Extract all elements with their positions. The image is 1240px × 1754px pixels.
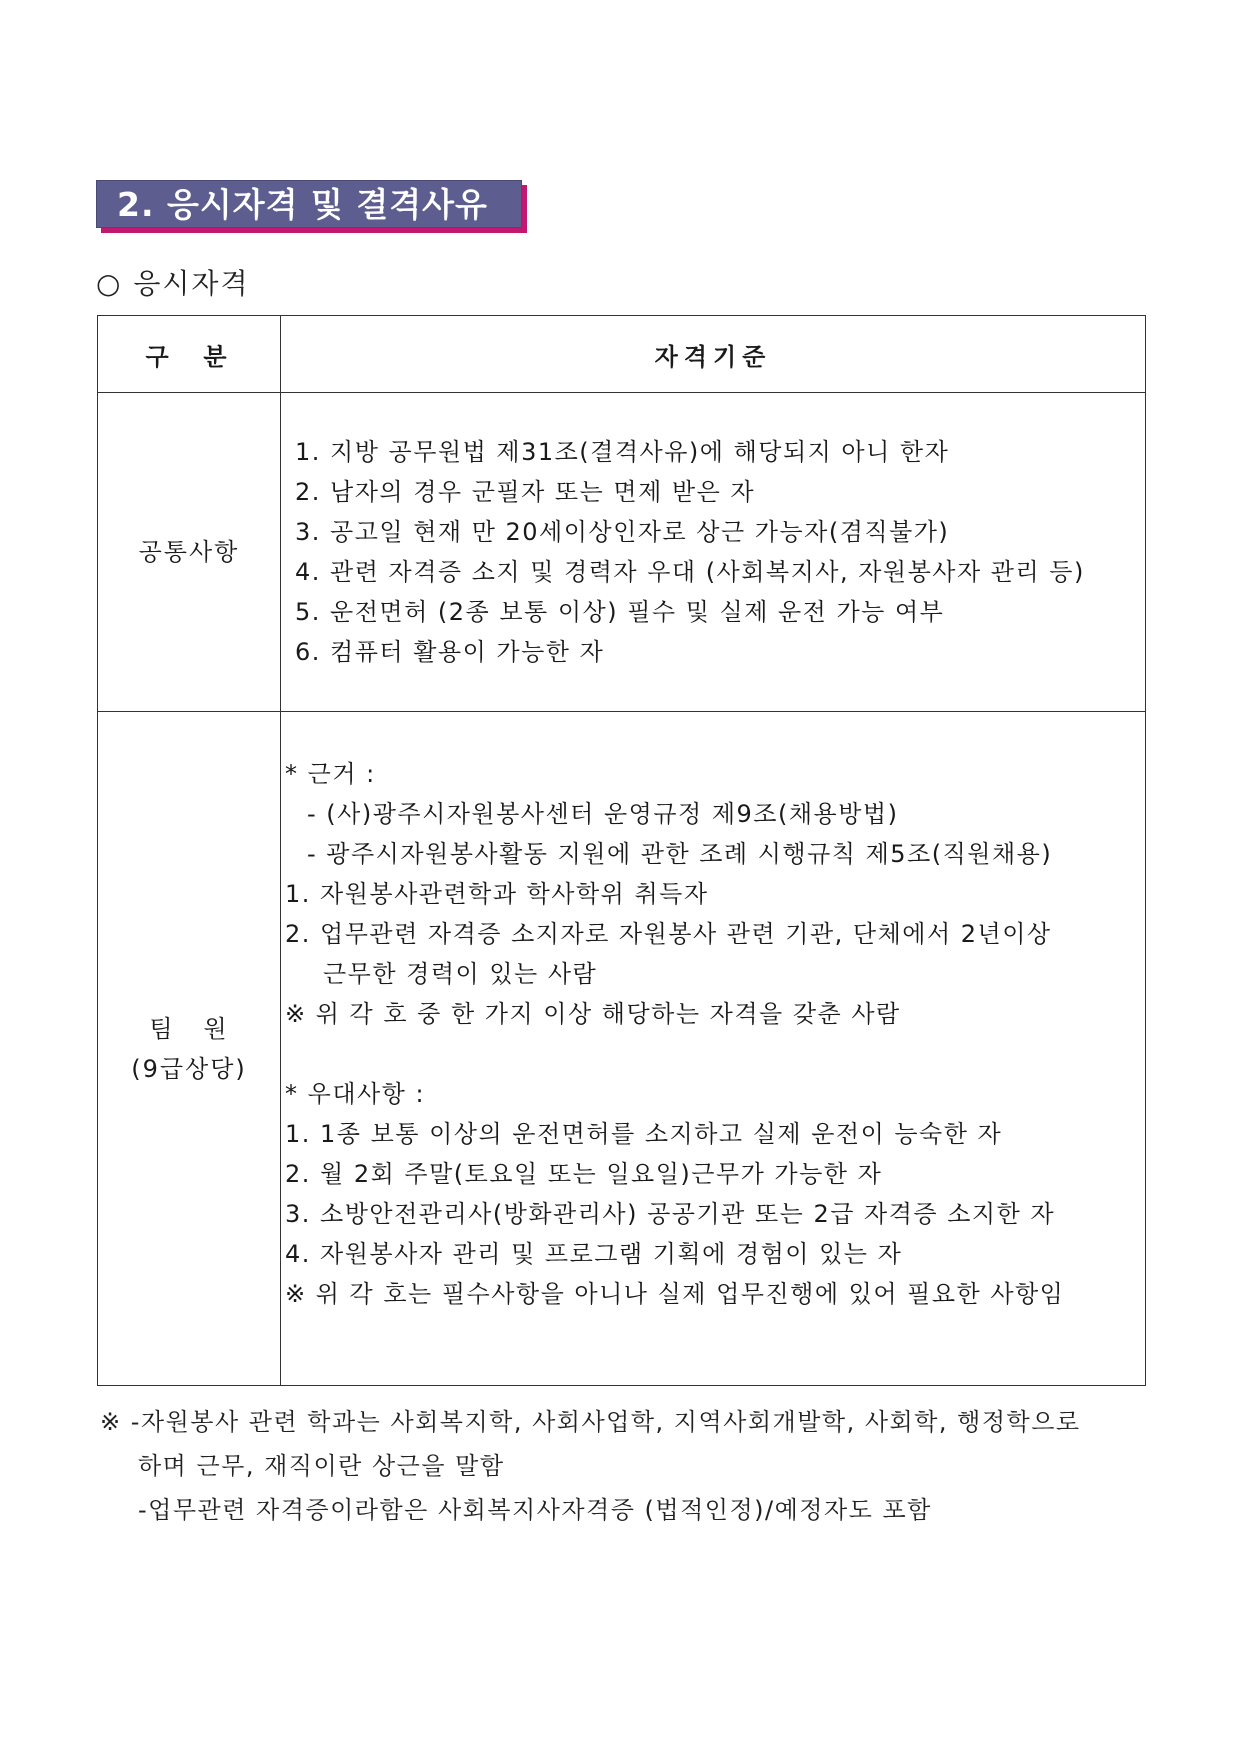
- subtitle: ○ 응시자격: [96, 267, 250, 300]
- team-category: [98, 712, 281, 1386]
- team-item: 1. 자원봉사관련학과 학사학위 취득자: [285, 880, 709, 908]
- qualification-table: [97, 315, 1146, 1386]
- section-title: 2. 응시자격 및 결격사유: [96, 180, 522, 228]
- team-item-continued: 근무한 경력이 있는 사람: [323, 960, 598, 988]
- common-criteria: [281, 393, 1146, 712]
- team-criteria: [281, 712, 1146, 1386]
- common-item: 2. 남자의 경우 군필자 또는 면제 받은 자: [295, 478, 756, 506]
- pref-item: 2. 월 2회 주말(토요일 또는 일요일)근무가 가능한 자: [285, 1160, 883, 1188]
- table-header-row: [98, 316, 1146, 393]
- spacer: [285, 1034, 1145, 1074]
- footnote-line: -업무관련 자격증이라함은 사회복지사자격증 (법적인정)/예정자도 포함: [138, 1496, 932, 1524]
- footnote: [100, 1400, 1081, 1532]
- table-row-common: [98, 393, 1146, 712]
- basis-title: * 근거 :: [285, 760, 376, 788]
- common-item: 3. 공고일 현재 만 20세이상인자로 상근 가능자(겸직불가): [295, 518, 950, 546]
- section-header: [96, 180, 522, 228]
- pref-item: 4. 자원봉사자 관리 및 프로그램 기획에 경험이 있는 자: [285, 1240, 903, 1268]
- team-note: ※ 위 각 호 중 한 가지 이상 해당하는 자격을 갖춘 사람: [285, 1000, 901, 1028]
- table-row-team: [98, 712, 1146, 1386]
- footnote-line: 하며 근무, 재직이란 상근을 말함: [138, 1452, 505, 1480]
- pref-note: ※ 위 각 호는 필수사항을 아니나 실제 업무진행에 있어 필요한 사항임: [285, 1280, 1065, 1308]
- pref-item: 1. 1종 보통 이상의 운전면허를 소지하고 실제 운전이 능숙한 자: [285, 1120, 1003, 1148]
- pref-title: * 우대사항 :: [285, 1080, 426, 1108]
- common-item: 4. 관련 자격증 소지 및 경력자 우대 (사회복지사, 자원봉사자 관리 등): [295, 558, 1085, 586]
- footnote-line: ※ -자원봉사 관련 학과는 사회복지학, 사회사업학, 지역사회개발학, 사회학, 행정학으로: [100, 1408, 1081, 1436]
- common-item: 5. 운전면허 (2종 보통 이상) 필수 및 실제 운전 가능 여부: [295, 598, 945, 626]
- team-category-grade: (9급상당): [131, 1054, 247, 1083]
- basis-item: - (사)광주시자원봉사센터 운영규정 제9조(채용방법): [307, 800, 899, 828]
- common-item: 6. 컴퓨터 활용이 가능한 자: [295, 638, 605, 666]
- pref-item: 3. 소방안전관리사(방화관리사) 공공기관 또는 2급 자격증 소지한 자: [285, 1200, 1056, 1228]
- team-category-title: 팀 원: [149, 1014, 229, 1043]
- header-criteria: 자격기준: [281, 316, 1146, 393]
- team-item: 2. 업무관련 자격증 소지자로 자원봉사 관련 기관, 단체에서 2년이상: [285, 920, 1052, 948]
- common-category: 공통사항: [98, 393, 281, 712]
- common-item: 1. 지방 공무원법 제31조(결격사유)에 해당되지 아니 한자: [295, 438, 950, 466]
- basis-item: - 광주시자원봉사활동 지원에 관한 조례 시행규칙 제5조(직원채용): [307, 840, 1053, 868]
- header-category: 구 분: [98, 316, 281, 393]
